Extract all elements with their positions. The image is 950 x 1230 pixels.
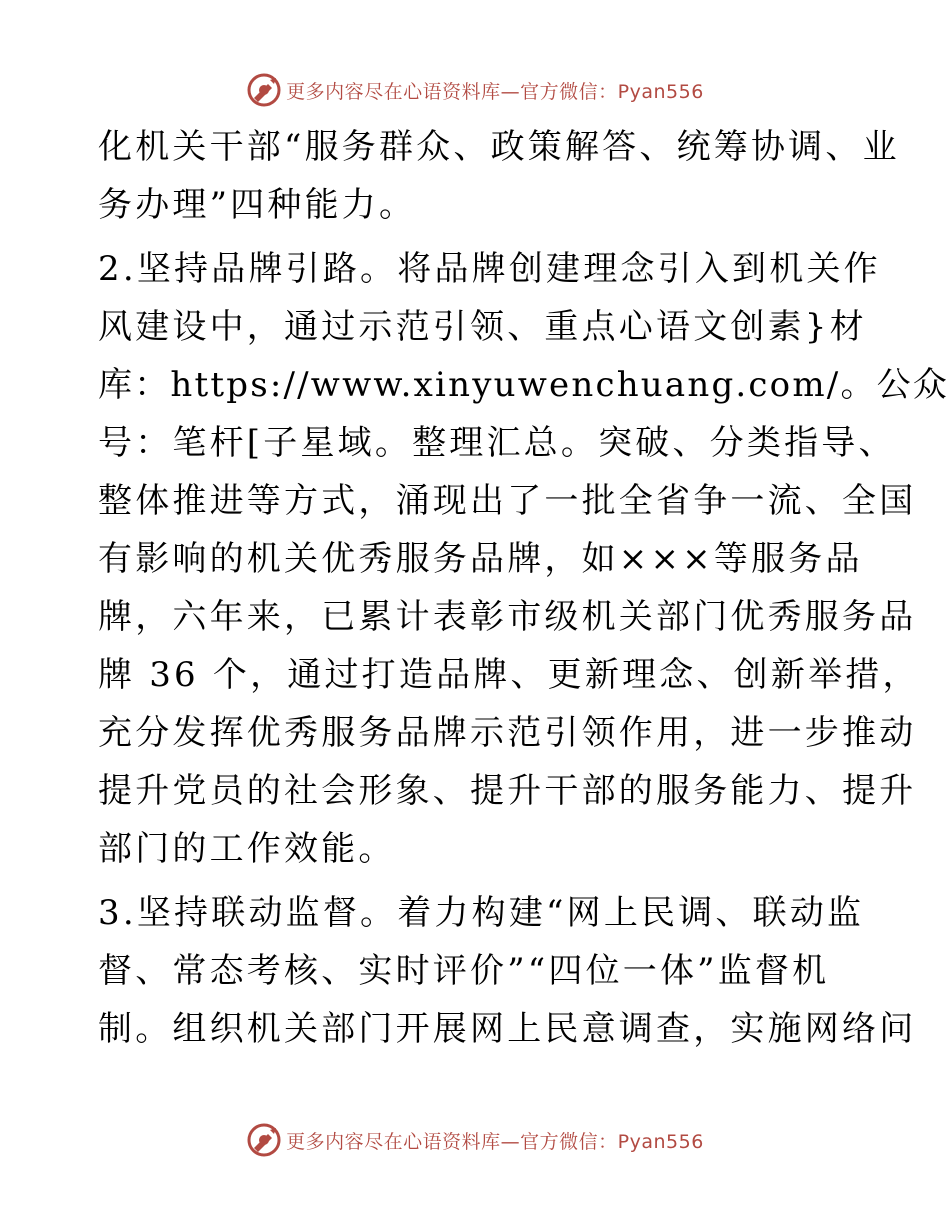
logo-icon bbox=[246, 72, 282, 108]
text-line: 牌 36 个，通过打造品牌、更新理念、创新举措， bbox=[98, 655, 920, 695]
text-line: 风建设中，通过示范引领、重点心语文创素}材 bbox=[98, 307, 867, 347]
text-line: 制。组织机关部门开展网上民意调查，实施网络问 bbox=[98, 1009, 917, 1049]
header-banner bbox=[0, 70, 950, 110]
text-line: 有影响的机关优秀服务品牌，如×××等服务品 bbox=[98, 539, 863, 579]
document-body bbox=[98, 118, 950, 1064]
paragraph bbox=[98, 884, 917, 1058]
banner-text: 更多内容尽在心语资料库—官方微信：Pyan556 bbox=[286, 80, 704, 103]
paragraph bbox=[98, 240, 950, 878]
footer-banner bbox=[0, 1120, 950, 1160]
paragraph bbox=[98, 118, 900, 234]
text-line: 2.坚持品牌引路。将品牌创建理念引入到机关作 bbox=[98, 249, 881, 289]
text-line: 督、常态考核、实时评价”“四位一体”监督机 bbox=[98, 951, 830, 991]
text-line: 提升党员的社会形象、提升干部的服务能力、提升 bbox=[98, 771, 917, 811]
text-line: 3.坚持联动监督。着力构建“网上民调、联动监 bbox=[98, 893, 865, 933]
text-line: 牌，六年来，已累计表彰市级机关部门优秀服务品 bbox=[98, 597, 917, 637]
banner-text: 更多内容尽在心语资料库—官方微信：Pyan556 bbox=[286, 1130, 704, 1153]
text-line: 充分发挥优秀服务品牌示范引领作用，进一步推动 bbox=[98, 713, 917, 753]
text-line: 部门的工作效能。 bbox=[98, 829, 396, 869]
text-line: 整体推进等方式，涌现出了一批全省争一流、全国 bbox=[98, 481, 917, 521]
logo-icon bbox=[246, 1122, 282, 1158]
text-line: 号：笔杆[子星域。整理汇总。突破、分类指导、 bbox=[98, 423, 896, 463]
text-line: 化机关干部“服务群众、政策解答、统筹协调、业 bbox=[98, 127, 900, 167]
text-line: 务办理”四种能力。 bbox=[98, 185, 417, 225]
text-line: 库：https://www.xinyuwenchuang.com/。公众 bbox=[98, 365, 950, 405]
